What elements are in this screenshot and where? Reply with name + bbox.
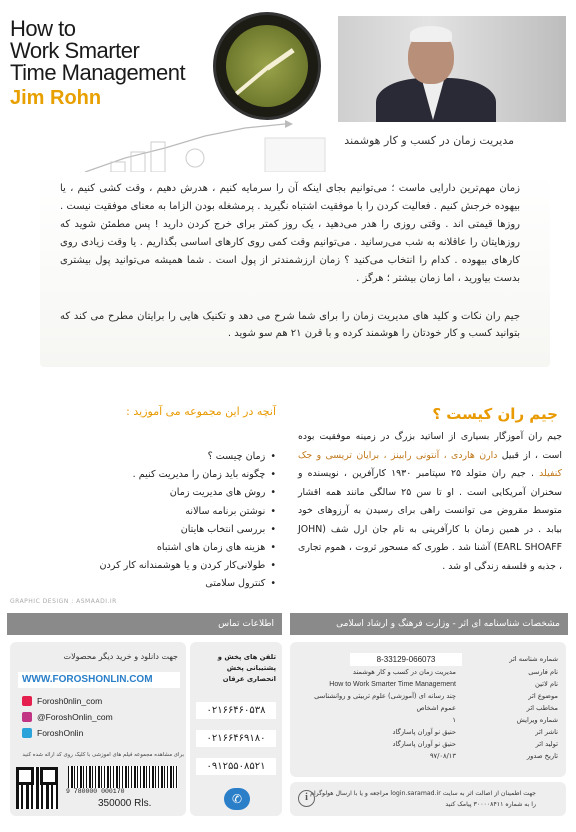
- info-row: [290, 667, 566, 678]
- instagram-icon: [22, 712, 32, 722]
- info-value: عموم اشخاص: [416, 704, 456, 712]
- info-row: [290, 739, 566, 750]
- phone-number[interactable]: ۰۹۱۲۵۵۰۸۵۲۱: [196, 758, 276, 775]
- info-label: تولید اثر: [535, 740, 558, 748]
- phone-number[interactable]: ۰۲۱۶۶۴۶۹۱۸۰: [196, 730, 276, 747]
- isbn-value: 8-33129-066073: [350, 653, 462, 666]
- clock-face: [226, 25, 308, 107]
- info-value: How to Work Smarter Time Management: [329, 681, 456, 688]
- barcode-number: 9 780000 000170: [66, 788, 125, 795]
- cover-title-block: [10, 18, 220, 110]
- info-row: [290, 715, 566, 726]
- info-label: نام لاتین: [535, 680, 558, 688]
- clock-icon: [213, 12, 321, 120]
- info-label: شماره شناسه اثر: [509, 655, 558, 663]
- who-text-highlight: دارن هاردی ، آنتونی رابینز ، برایان تریسی و جک کنفیلد: [298, 449, 562, 479]
- social-telegram[interactable]: [22, 728, 83, 738]
- info-row: [290, 727, 566, 738]
- who-text-end: . جیم ران متولد ۲۵ سپتامبر ۱۹۳۰ کارآفرین ، نویسنده و سخنران آمریکایی است . او تا سن ۲۵ سالگی مانند همه اقشار متوسط مقروض می توانست راهی برای رسیدن به آرزوهای خود بیابد . در همین زمان با کارآفرینی به نام جان ارل شف (JOHN EARL SHOAFF) آشنا شد . طوری که مسحور ثروت ، هموم تجاری ، جذبه و فلسفه زندگی او شد .: [298, 468, 563, 572]
- list-item: • زمان چیست ؟: [50, 448, 276, 466]
- who-text-start: جیم ران آموزگار بسیاری از اساتید بزرگ در زمینه موفقیت بوده است ، از قبیل: [298, 431, 563, 461]
- list-item: • چگونه باید زمان را مدیریت کنیم .: [50, 466, 276, 484]
- info-value: چند رسانه ای (آموزشی) علوم تربیتی و روانشناسی: [314, 692, 456, 700]
- sales-note: برای مشاهده مجموعه فیلم های آموزشی با کلیک روی کد ارائه شده کنید: [22, 752, 184, 758]
- info-label: ناشر اثر: [535, 728, 558, 736]
- authenticity-note: جهت اطمینان از اصالت اثر به سایت login.saramad.ir مراجعه و یا با ارسال هولوگرام را به شماره ۳۰۰۰۰۸۴۱۱ پیامک کنید: [310, 790, 536, 808]
- info-icon: i: [298, 790, 315, 807]
- social-aparat[interactable]: [22, 696, 102, 706]
- author-photo: [338, 16, 566, 122]
- sales-panel: [10, 642, 186, 816]
- list-item: • طولانی‌کار کردن و یا هوشمندانه کار کردن: [50, 557, 276, 575]
- license-info-panel: [290, 642, 566, 777]
- list-item: • بررسی انتخاب هایتان: [50, 521, 276, 539]
- info-value: ۱: [452, 716, 456, 724]
- list-item: • هزینه های زمان های اشتباه: [50, 539, 276, 557]
- persian-subtitle: مدیریت زمان در کسب و کار هوشمند: [344, 134, 514, 147]
- photo-hair: [410, 26, 452, 42]
- phone-panel: [190, 642, 282, 816]
- who-is-text: [298, 428, 562, 576]
- info-row: [290, 703, 566, 714]
- info-label: مخاطب اثر: [526, 704, 558, 712]
- growth-chart-graphic: [85, 118, 335, 174]
- who-is-title: جیم ران کیست ؟: [432, 405, 558, 423]
- social-handle: Forosh0nlin_com: [37, 696, 103, 706]
- phone-call-icon[interactable]: ✆: [224, 788, 250, 810]
- info-label: شماره ویرایش: [516, 716, 558, 724]
- info-row: [290, 691, 566, 702]
- info-value: حنیق نو آوران پاسارگاد: [392, 740, 456, 748]
- title-line-1: How to: [10, 16, 76, 41]
- social-instagram[interactable]: [22, 712, 113, 722]
- author-name: Jim Rohn: [10, 87, 102, 109]
- intro-paragraph-2: جیم ران نکات و کلید های مدیریت زمان را برای شما شرح می دهد و تکنیک هایی را برایتان مطرح می کند که بتوانید کسب و کار خودتان را هوشمند کرده و با قرن ۲۱ هم سو شوید .: [60, 311, 520, 339]
- intro-paragraph-1: زمان مهم‌ترین دارایی ماست ؛ می‌توانیم بجای اینکه آن را سرمایه کنیم ، هدرش دهیم ، وقت کشی کنیم ، یا بیهوده خرجش کنیم . فعالیت کردن را با موفقیت اشتباه نگیرید . پرمشغله بودن الزاما به معنای موفقیت نیست . روزها قیمتی اند . وقتی روزی را هدر می‌دهید ، یک روز کمتر برای خرج کردن دارید ! پس مطمئن شوید که روزهایتان را عاقلانه به شب می‌رسانید . می‌توانیم وقت کمی روی کارهای اساسی بگذاریم . یا وقت زیادی روی کارهای بیهوده . کدام را انتخاب می‌کنید ؟ زمان ارزشمندتر از پول است . شما همیشه می‌توانید پول بیشتری بدست بیاورید ، اما زمان بیشتر ؛ هرگز .: [60, 183, 520, 284]
- learn-title: آنچه در این مجموعه می آموزید :: [126, 405, 276, 418]
- list-item: • کنترول سلامتی: [50, 575, 276, 593]
- website-link[interactable]: WWW.FOROSHONLIN.COM: [18, 672, 180, 688]
- phone-heading: تلفن های پخش و پشتیبانی پخش انحصاری عرفان: [217, 653, 276, 683]
- contact-info-bar: اطلاعات تماس: [7, 613, 282, 635]
- info-label: نام فارسی: [528, 668, 558, 676]
- info-row: [290, 751, 566, 762]
- sales-heading: جهت دانلود و خرید دیگر محصولات: [63, 652, 178, 661]
- info-row: [290, 654, 566, 665]
- list-item: • روش های مدیریت زمان: [50, 484, 276, 502]
- clock-hour-hand: [266, 48, 295, 70]
- title-line-2: Work Smarter: [10, 38, 140, 63]
- telegram-icon: [22, 728, 32, 738]
- clock-minute-hand: [235, 66, 268, 95]
- info-value: حنیق نو آوران پاسارگاد: [392, 728, 456, 736]
- barcode: [68, 766, 178, 788]
- social-handle: ForoshOnlin: [37, 728, 84, 738]
- qr-code[interactable]: [16, 767, 58, 809]
- list-item: • نوشتن برنامه سالانه: [50, 503, 276, 521]
- social-handle: @ForoshOnlin_com: [37, 712, 113, 722]
- info-value: مدیریت زمان در کسب و کار هوشمند: [352, 668, 456, 676]
- phone-number[interactable]: ۰۲۱۶۶۴۶۰۵۳۸: [196, 702, 276, 719]
- learn-list: [50, 448, 276, 594]
- aparat-icon: [22, 696, 32, 706]
- info-value: ۹۷/۰۸/۱۳: [429, 752, 456, 760]
- info-label: تاریخ صدور: [526, 752, 558, 760]
- designer-credit: GRAPHIC DESIGN : ASMAADI.IR: [10, 598, 117, 605]
- price-label: 350000 Rls.: [98, 798, 152, 809]
- license-info-bar: مشخصات شناسنامه ای اثر - وزارت فرهنگ و ارشاد اسلامی: [290, 613, 568, 635]
- title-line-3: Time Management: [10, 60, 186, 85]
- info-label: موضوع اثر: [528, 692, 558, 700]
- info-row: [290, 679, 566, 690]
- authenticity-note-panel: [290, 782, 566, 816]
